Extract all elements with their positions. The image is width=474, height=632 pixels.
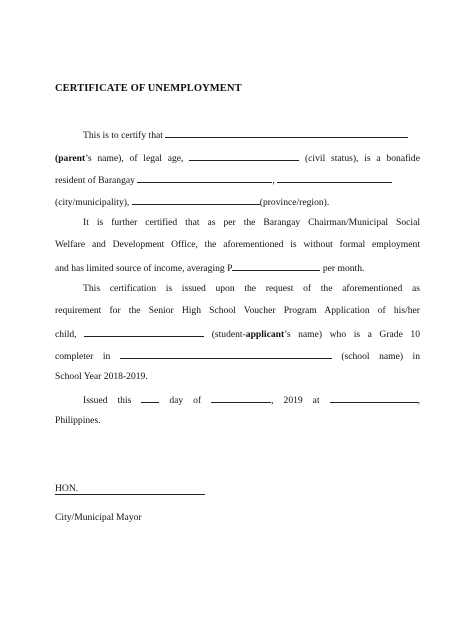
p3-text: child, xyxy=(55,329,77,340)
p1-text: (province/region). xyxy=(259,197,330,208)
p3-line-2 xyxy=(55,305,420,317)
p4-text: Philippines. xyxy=(55,415,101,426)
bold-text: (parent xyxy=(55,153,86,164)
blank-field[interactable] xyxy=(137,173,272,183)
blank-field[interactable] xyxy=(132,195,260,205)
p2-text: Welfare and Development Office, the aforementioned is without formal employment xyxy=(55,239,420,250)
blank-field[interactable] xyxy=(211,393,271,403)
p3-text: This certification is issued upon the request of the aforementioned as xyxy=(83,283,420,294)
p2-text: and has limited source of income, averaging P xyxy=(55,263,233,274)
p3-text: ’s name) who is a Grade 10 xyxy=(284,329,420,340)
p1-text: This is to certify that xyxy=(83,130,163,141)
mayor-label: City/Municipal Mayor xyxy=(55,512,142,523)
blank-field[interactable] xyxy=(330,393,418,403)
p4-text: , xyxy=(417,395,420,406)
p1-text: (city/municipality), xyxy=(55,197,130,208)
p1-line-2 xyxy=(55,151,420,165)
p1-line-1 xyxy=(55,128,420,142)
p2-line-1 xyxy=(55,217,420,229)
blank-field[interactable] xyxy=(120,349,332,359)
p1-text: ’s name), of legal age, xyxy=(85,153,184,164)
p3-line-5 xyxy=(55,371,420,383)
blank-field[interactable] xyxy=(277,173,392,183)
p1-line-3 xyxy=(55,173,420,187)
p3-text: (student- xyxy=(211,329,246,340)
p3-text: completer in xyxy=(55,351,111,362)
hon-label: HON. xyxy=(55,483,79,494)
p4-line-1 xyxy=(55,393,420,407)
p1-line-4 xyxy=(55,195,420,209)
p3-text: (school name) in xyxy=(341,351,420,362)
bold-text: applicant xyxy=(245,329,285,340)
blank-field[interactable] xyxy=(232,261,320,271)
p4-line-2 xyxy=(55,415,420,427)
blank-field[interactable] xyxy=(189,151,299,161)
p4-text: , 2019 at xyxy=(271,395,320,406)
p1-text: (civil status), is a bonafide xyxy=(304,153,420,164)
blank-field[interactable] xyxy=(165,128,408,138)
p2-line-3 xyxy=(55,261,420,275)
document-title: CERTIFICATE OF UNEMPLOYMENT xyxy=(55,83,242,94)
signature-line[interactable] xyxy=(55,483,205,495)
p2-line-2 xyxy=(55,239,420,251)
p1-text: resident of Barangay xyxy=(55,175,135,186)
p1-text: , xyxy=(272,175,275,186)
p3-text: School Year 2018-2019. xyxy=(55,371,148,382)
p3-text: requirement for the Senior High School Voucher Program Application of his/her xyxy=(55,305,420,316)
p4-text: day of xyxy=(169,395,202,406)
p4-text: Issued this xyxy=(83,395,132,406)
p2-text: It is further certified that as per the Barangay Chairman/Municipal Social xyxy=(83,217,420,228)
blank-field[interactable] xyxy=(141,393,159,403)
p3-line-4 xyxy=(55,349,420,363)
p3-line-1 xyxy=(55,283,420,295)
p2-text: per month. xyxy=(322,263,365,274)
blank-field[interactable] xyxy=(84,327,204,337)
p3-line-3 xyxy=(55,327,420,341)
